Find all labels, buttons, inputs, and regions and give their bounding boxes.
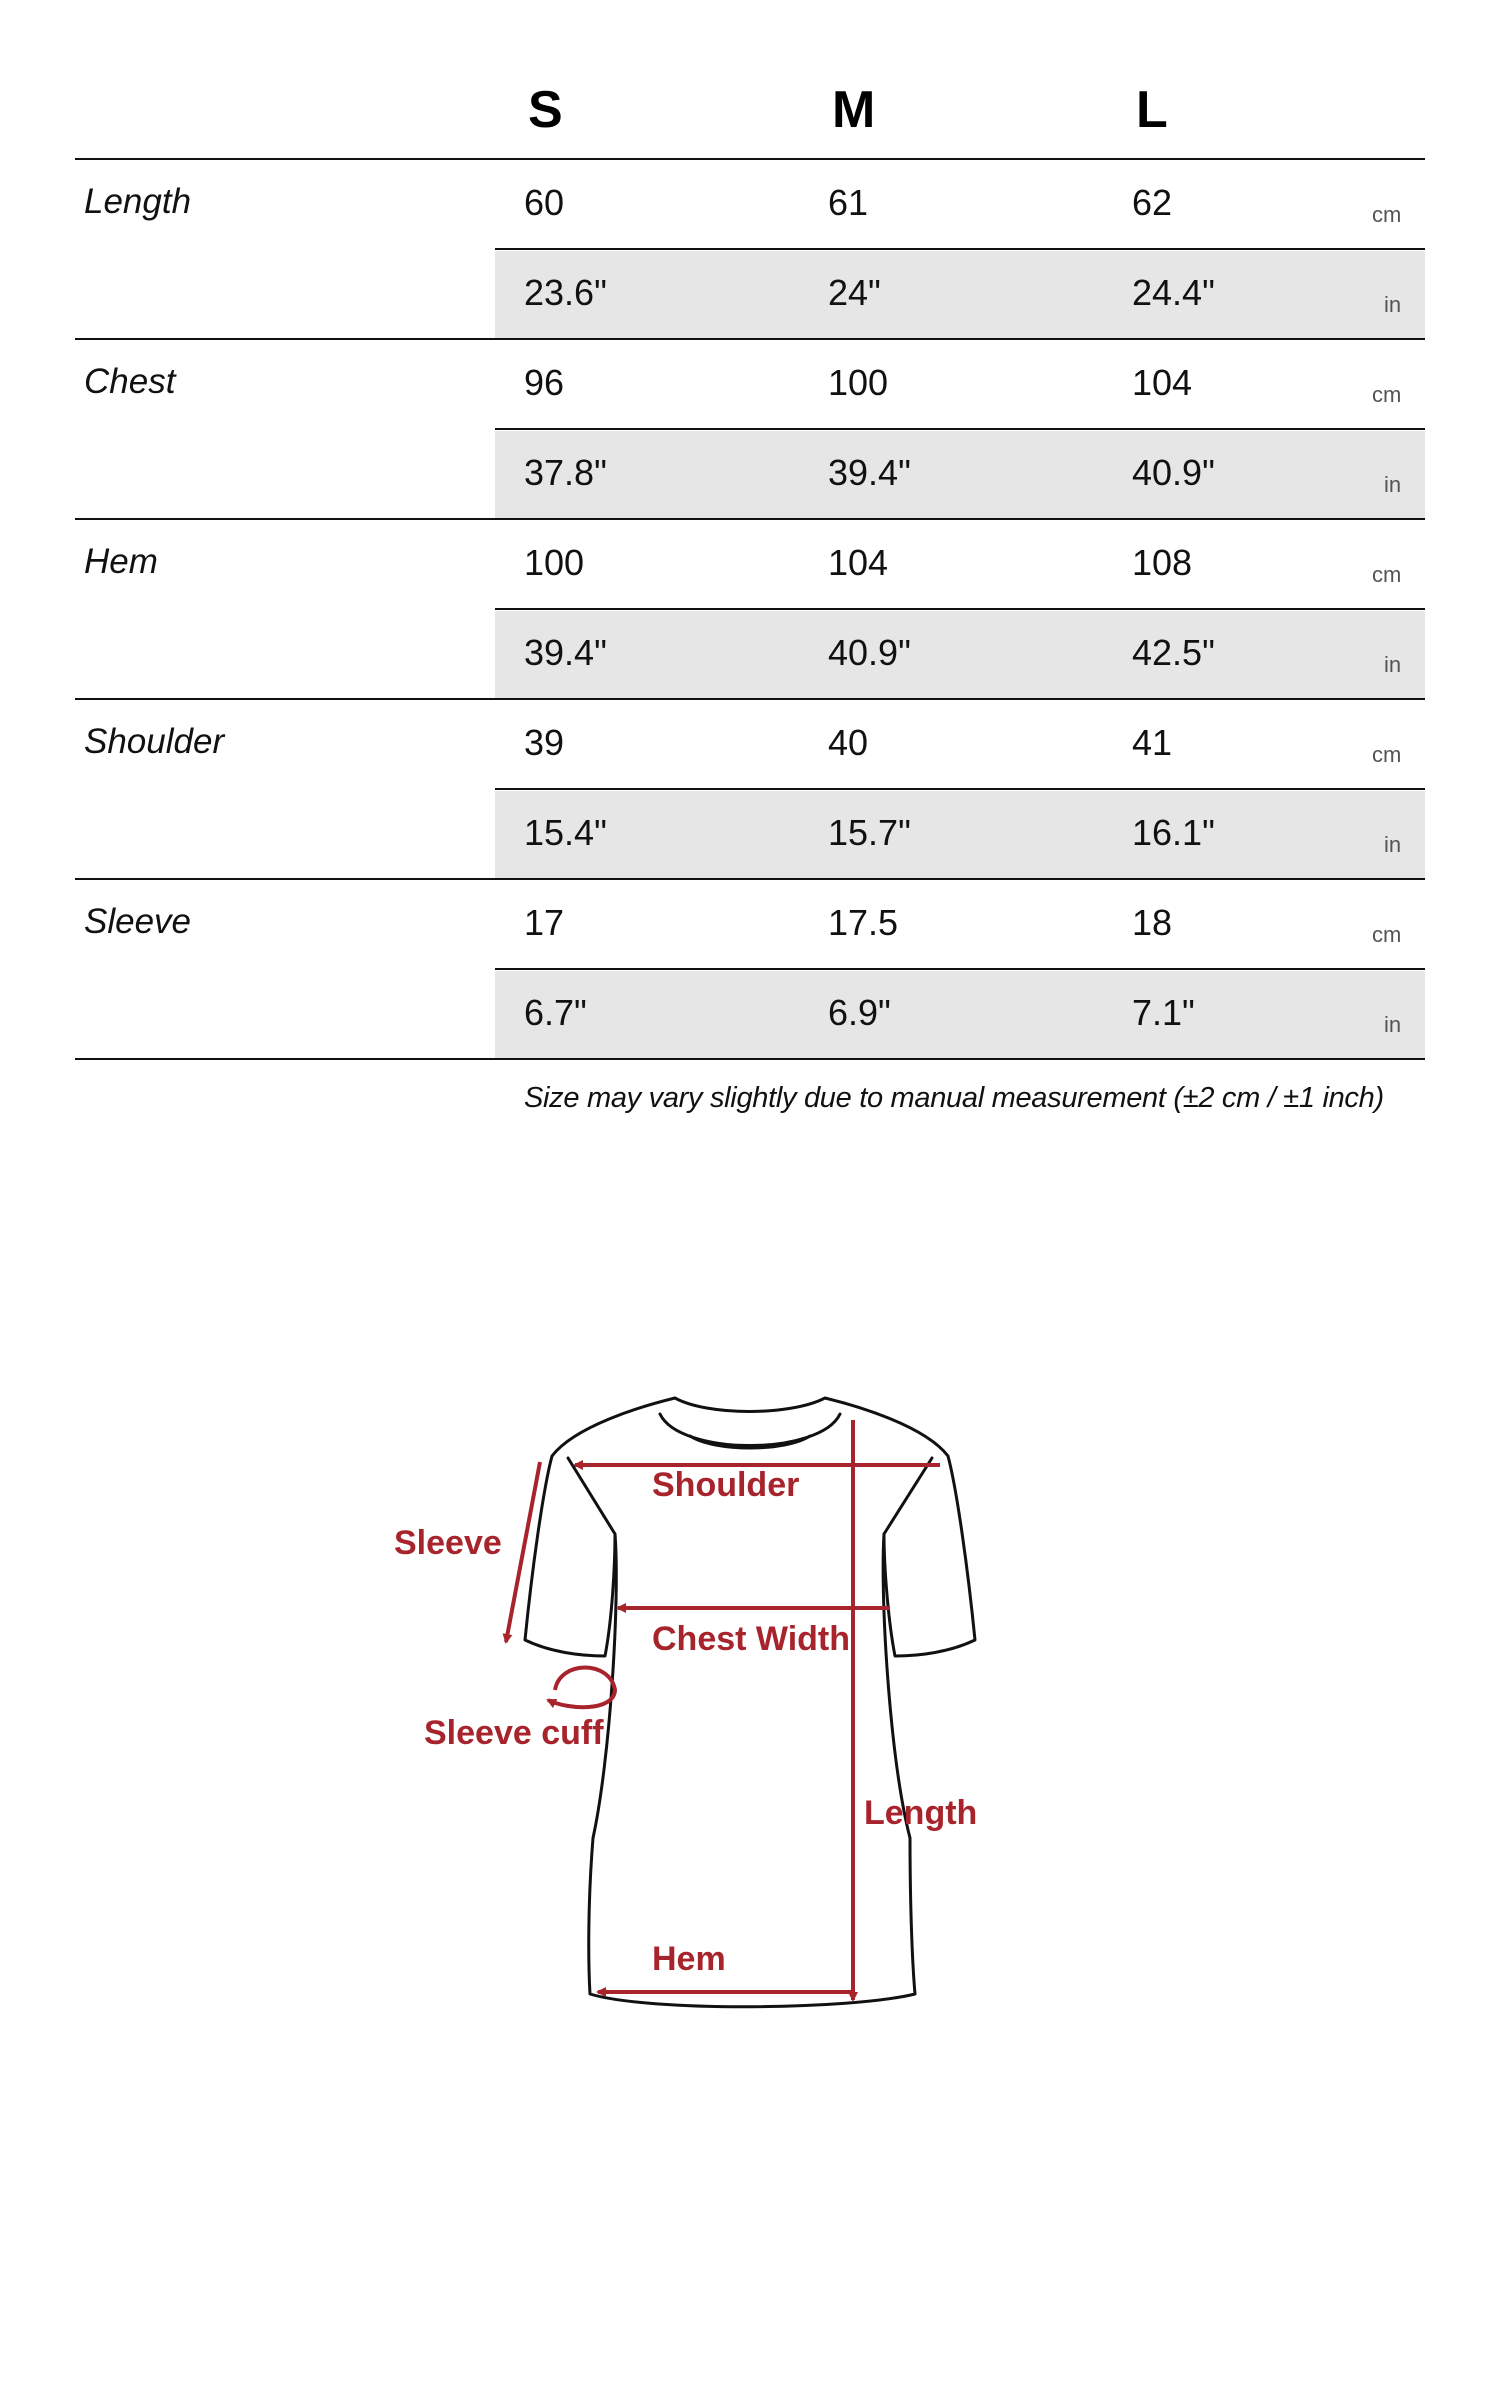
measure-label-chest: Chest <box>84 362 176 401</box>
tshirt-diagram <box>0 1300 1500 2060</box>
measure-label-shoulder: Shoulder <box>84 722 225 761</box>
armhole-left <box>568 1458 615 1534</box>
table-cell: 40.9" <box>1132 452 1215 493</box>
unit-cm: cm <box>1372 922 1402 947</box>
inch-row-bg <box>495 251 1425 339</box>
table-cell: 40 <box>828 722 869 763</box>
table-cell: 62 <box>1132 182 1173 223</box>
unit-in: in <box>1384 652 1402 677</box>
measure-label-sleeve: Sleeve <box>84 902 192 941</box>
table-divider <box>75 878 1425 880</box>
unit-cm: cm <box>1372 202 1402 227</box>
chest-width-label: Chest Width <box>652 1620 851 1658</box>
table-cell: 42.5" <box>1132 632 1215 673</box>
table-cell: 104 <box>1132 362 1193 403</box>
table-divider <box>75 1058 1425 1060</box>
inch-row-bg <box>495 611 1425 699</box>
table-divider <box>75 158 1425 160</box>
table-cell: 108 <box>1132 542 1193 583</box>
measure-label-hem: Hem <box>84 542 158 581</box>
shoulder-label: Shoulder <box>652 1466 800 1504</box>
length-label: Length <box>864 1794 978 1832</box>
table-cell: 61 <box>828 182 869 223</box>
unit-in: in <box>1384 292 1402 317</box>
size-header-m: M <box>832 81 876 139</box>
table-cell: 39.4" <box>524 632 607 673</box>
size-header-l: L <box>1136 81 1168 139</box>
armhole-right <box>884 1458 932 1534</box>
table-cell: 40.9" <box>828 632 911 673</box>
table-cell: 15.4" <box>524 812 607 853</box>
collar-outer <box>660 1414 840 1446</box>
table-cell: 96 <box>524 362 565 403</box>
table-cell: 15.7" <box>828 812 911 853</box>
unit-divider <box>495 428 1425 430</box>
table-cell: 23.6" <box>524 272 607 313</box>
unit-cm: cm <box>1372 562 1402 587</box>
table-cell: 18 <box>1132 902 1173 943</box>
table-divider <box>75 518 1425 520</box>
table-cell: 60 <box>524 182 565 223</box>
table-cell: 37.8" <box>524 452 607 493</box>
unit-divider <box>495 608 1425 610</box>
table-cell: 24.4" <box>1132 272 1215 313</box>
table-cell: 39.4" <box>828 452 911 493</box>
table-cell: 6.9" <box>828 992 891 1033</box>
inch-row-bg <box>495 791 1425 879</box>
cuff-arrow <box>548 1668 615 1708</box>
unit-divider <box>495 788 1425 790</box>
table-cell: 39 <box>524 722 565 763</box>
unit-divider <box>495 968 1425 970</box>
unit-divider <box>495 248 1425 250</box>
table-cell: 100 <box>828 362 889 403</box>
sleeve-label: Sleeve <box>394 1524 502 1562</box>
table-cell: 17 <box>524 902 565 943</box>
measure-label-length: Length <box>84 182 192 221</box>
table-cell: 100 <box>524 542 585 583</box>
hem-label: Hem <box>652 1940 726 1978</box>
measurement-note: Size may vary slightly due to manual measurement (±2 cm / ±1 inch) <box>524 1082 1384 1114</box>
unit-cm: cm <box>1372 742 1402 767</box>
table-cell: 41 <box>1132 722 1173 763</box>
table-cell: 24" <box>828 272 881 313</box>
table-divider <box>75 698 1425 700</box>
table-cell: 6.7" <box>524 992 587 1033</box>
inch-row-bg <box>495 431 1425 519</box>
unit-cm: cm <box>1372 382 1402 407</box>
table-cell: 7.1" <box>1132 992 1195 1033</box>
table-cell: 16.1" <box>1132 812 1215 853</box>
size-header-s: S <box>528 81 563 139</box>
unit-in: in <box>1384 1012 1402 1037</box>
unit-in: in <box>1384 472 1402 497</box>
sleeve-cuff-label: Sleeve cuff <box>424 1714 604 1752</box>
table-cell: 104 <box>828 542 889 583</box>
inch-row-bg <box>495 971 1425 1059</box>
table-cell: 17.5 <box>828 902 899 943</box>
table-divider <box>75 338 1425 340</box>
unit-in: in <box>1384 832 1402 857</box>
